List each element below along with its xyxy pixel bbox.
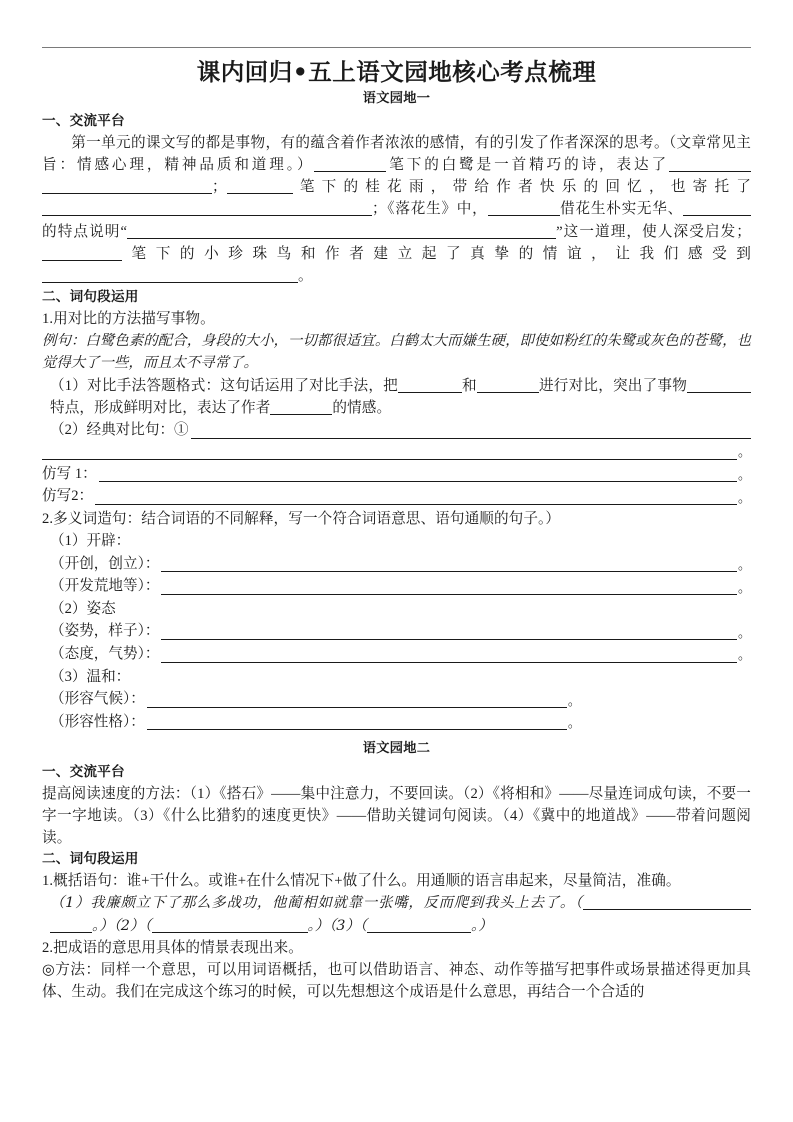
u2-q1-tail: 。）（2）（ (92, 917, 152, 934)
word2-sense2-label: （态度，气势）： (50, 646, 160, 662)
period-mark-4: 。 (737, 557, 751, 573)
u1-para-text-1: 第一单元的课文写的都是事物，有的蕴含着作者浓浓的感情，有的引发了作者深深的思考。（文章常见主旨：情感心理，精神品质和道理。） (42, 134, 751, 174)
blank-classic-contrast-2[interactable] (42, 442, 737, 460)
u1-item1-title: 1.用对比的方法描写事物。 (42, 310, 215, 327)
blank-u2-q3[interactable] (367, 919, 471, 933)
blank-word1-sense2[interactable] (161, 577, 737, 595)
u2-question-line (42, 892, 751, 937)
u1-para-text-7: 的特点说明“ (42, 223, 128, 240)
u1-imitate-line-1 (42, 463, 751, 486)
u2-q1-text: （1）我廉颇立下了那么多战功，他蔺相如就靠一张嘴，反而爬到我头上去了。（ (50, 895, 583, 912)
classic-contrast-label: （2）经典对比句：① (50, 421, 189, 438)
u1-word1-sense1-line (42, 553, 751, 576)
u1-example-sentence (42, 330, 751, 375)
u2-item1-title: 1.概括语句：谁+干什么。或谁+在什么情况下+做了什么。用通顺的语言串起来，尽量简洁，准确。 (42, 873, 681, 890)
blank-u1-11[interactable] (42, 247, 122, 261)
section-heading-u1-s1: 一、交流平台 (42, 113, 125, 130)
blank-u1-4[interactable] (227, 180, 293, 194)
blank-u1-8[interactable] (683, 202, 751, 216)
sub1-text-4: 特点，形成鲜明对比，表达了作者 (50, 399, 271, 416)
u1-word2-sense1-line (42, 620, 751, 643)
blank-u1-12[interactable] (42, 269, 298, 283)
period-mark-9: 。 (567, 715, 581, 731)
period-mark-5: 。 (737, 579, 751, 595)
section-heading-u1-s2: 二、词句段运用 (42, 289, 139, 306)
u1-classic-contrast-line (42, 419, 751, 442)
imitate-1-label: 仿写 1： (42, 465, 97, 482)
u1-communication-paragraph (42, 132, 751, 287)
blank-imitate-1[interactable] (99, 464, 737, 482)
example-label: 例句： (42, 332, 86, 349)
blank-u1-6[interactable] (194, 202, 372, 216)
u2-q3-tail: 。） (471, 917, 493, 934)
period-mark-2: 。 (737, 467, 751, 483)
method-text: 同样一个意思，可以用词语概括，也可以借助语言、神态、动作等描写把事件或场景描述得更加具体、生动。我们在完成这个练习的时候，可以先想想这个成语是什么意思，再结合一个合适的 (42, 962, 751, 1001)
u1-para-text-6: 借花生朴实无华、 (559, 201, 683, 218)
blank-u1-3[interactable] (42, 180, 212, 194)
u1-para-text-9: 笔下的小珍珠鸟和作者建立起了真挚的情谊，让我们感受到 (122, 245, 751, 262)
section-heading-u2-s1: 一、交流平台 (42, 764, 125, 781)
section-heading-u2-s2: 二、词句段运用 (42, 851, 139, 868)
u1-word2-title: （2）姿态 (50, 600, 116, 617)
method-label: ◎方法： (42, 962, 101, 979)
u2-q2-tail: 。）（3）（ (307, 917, 368, 934)
example-text: 白鹭色素的配合，身段的大小，一切都很适宜。白鹤太大而嫌生硬，即使如粉红的朱鹭或灰色的苍鹭，也觉得大了一些，而且太不寻常了。 (42, 332, 751, 372)
blank-u1-9[interactable] (127, 225, 193, 239)
word1-sense1-label: （开创，创立）： (50, 555, 160, 572)
blank-u2-q2[interactable] (152, 919, 308, 933)
u1-word3-sense2-line (42, 711, 751, 734)
u1-para-text-8: ”这一道理，使人深受启发； (556, 223, 751, 240)
document-page (42, 0, 751, 1122)
u1-para-text-4: 笔下的桂花雨，带给作者快乐的回忆，也寄托了 (292, 179, 751, 196)
blank-imitate-2[interactable] (95, 487, 737, 505)
imitate-2-label: 仿写2： (42, 488, 94, 505)
word1-sense2-label: （开发荒地等）： (50, 578, 160, 595)
word2-sense1-label: （姿势，样子）： (50, 623, 160, 640)
period-mark-6: 。 (737, 624, 751, 640)
blank-word2-sense2[interactable] (161, 645, 737, 663)
blank-u1-10[interactable] (193, 225, 556, 239)
period-mark-3: 。 (737, 489, 751, 505)
unit-heading-2: 语文园地二 (362, 741, 431, 757)
sub1-text-5: 的情感。 (332, 399, 392, 416)
u1-word1-sense2-line (42, 575, 751, 598)
period-mark-8: 。 (567, 692, 581, 708)
u1-para-text-2: 笔下的白鹭是一首精巧的诗，表达了 (386, 157, 669, 174)
blank-sub1-b[interactable] (477, 379, 539, 393)
blank-u2-q1a[interactable] (583, 896, 751, 910)
document-body (42, 56, 751, 1004)
page-title: 课内回归•五上语文园地核心考点梳理 (196, 58, 597, 86)
word3-sense2-label: （形容性格）： (50, 713, 145, 730)
blank-sub1-a[interactable] (398, 379, 462, 393)
word3-sense1-label: （形容气候）： (50, 691, 145, 708)
u1-sub1-answer-format (42, 375, 751, 419)
u1-word1-title: （1）开辟： (50, 532, 131, 549)
sub1-text-1: （1）对比手法答题格式：这句话运用了对比手法，把 (50, 377, 398, 394)
u1-classic-contrast-line-2 (42, 442, 751, 463)
blank-sub1-c[interactable] (687, 379, 751, 393)
blank-classic-contrast-1[interactable] (191, 421, 751, 439)
blank-word3-sense1[interactable] (147, 690, 567, 708)
blank-word1-sense1[interactable] (161, 554, 737, 572)
u1-word2-sense2-line (42, 643, 751, 666)
blank-sub1-d[interactable] (270, 401, 332, 415)
blank-u1-5[interactable] (42, 202, 194, 216)
unit-heading-1: 语文园地一 (362, 91, 431, 107)
u1-word3-sense1-line (42, 688, 751, 711)
blank-word3-sense2[interactable] (147, 712, 567, 730)
blank-u1-2[interactable] (669, 158, 751, 172)
sub1-text-3: 进行对比，突出了事物 (538, 377, 687, 394)
header-divider-rule (42, 47, 751, 48)
u2-communication-paragraph: 提高阅读速度的方法：（1）《搭石》——集中注意力，不要回读。（2）《将相和》——尽量连词成句读，不要一字一字地读。（3）《什么比猎豹的速度更快》——借助关键词句阅读。（4）《冀中的地道战》——带着问题阅读。 (42, 785, 751, 847)
blank-u2-q1b[interactable] (50, 919, 92, 933)
blank-word2-sense1[interactable] (161, 622, 737, 640)
blank-u1-1[interactable] (314, 158, 386, 172)
blank-u1-7[interactable] (488, 202, 560, 216)
period-mark-7: 。 (737, 647, 751, 663)
u1-para-text-5: ；《落花生》中， (372, 201, 488, 218)
u2-item2-title: 2.把成语的意思用具体的情景表现出来。 (42, 939, 303, 956)
period-mark-1: 。 (737, 444, 751, 460)
u1-word3-title: （3）温和： (50, 668, 131, 685)
u2-method-paragraph (42, 959, 751, 1003)
u1-para-text-3: ； (212, 179, 227, 196)
u1-para-text-10: 。 (298, 267, 313, 284)
u1-item2-title: 2.多义词造句：结合词语的不同解释，写一个符合词语意思、语句通顺的句子。） (42, 510, 561, 527)
sub1-text-2: 和 (461, 377, 477, 394)
u1-imitate-line-2 (42, 485, 751, 508)
